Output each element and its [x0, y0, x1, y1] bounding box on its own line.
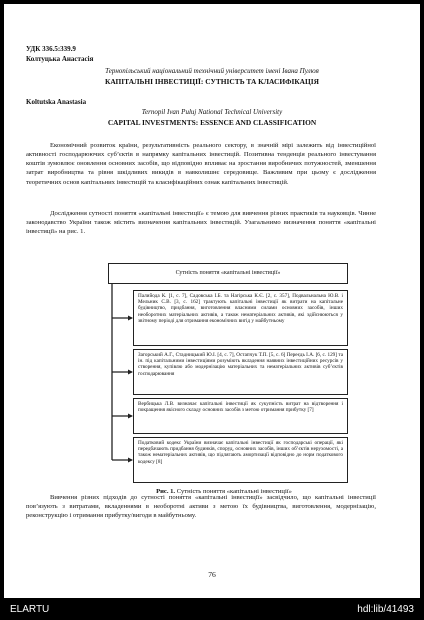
affiliation-ua: Тернопільський національний технічний університет імені Івана Пулюя — [105, 67, 319, 75]
paragraph-1: Економічний розвиток країни, результативність реального сектору, в значній мірі залежить від інвестиційної активності господарюючих суб’єктів в напрямку капітальних інвестицій. Позитивна тенденція реального інвестування коштів зумовлює оновлення основних засобів, що відповідно впливає на зростання виробничих потужностей, зменшення затрат виробництва та рівня шкідливих викидів в навколишнє середовище. Важливим при цьому є дослідження теоретичних основ капітальних інвестицій та класифікаційних ознак капітальних інвестицій. — [26, 142, 376, 186]
paragraph-3: Вивчення різних підходів до сутності поняття «капітальні інвестиції» засвідчило, що капітальні інвестиції пов’язують з витратами, вкладеннями в необоротні активи з метою їх будівництва, виготовлення, модернізацію, реконструкцію і отримання прибутку/вигоди в майбутньому. — [26, 494, 376, 520]
definition-box-2: Загорський А.Г., Стадницький Ю.І. [4, с. 7], Остапчук Т.П. [5, с. 6] Переєдь І.А. [6, с. 129] та ін. під капітальними інвестиціями розуміють вкладення наявних інвестиційних ресурсів у створення, купівлю або модернізацію матеріальних та нематеріальних активів суб’єктів господарювання — [133, 349, 348, 395]
figure-header-box — [108, 263, 348, 284]
affiliation-en: Ternopil Ivan Puluj National Technical University — [141, 108, 283, 116]
footer-handle-label: hdl:lib/41493 — [357, 604, 414, 615]
author-en: Koltutska Anastasia — [26, 98, 87, 106]
udk-code: УДК 336.5:339.9 — [26, 45, 76, 53]
author-ua: Колтуцька Анастасія — [26, 55, 94, 63]
definition-box-3: Вербицька Л.В. визначає капітальні інвестиції як сукупність витрат на відтворення і покращення якісного складу основних засобів з метою отримання прибутку [7] — [133, 398, 348, 434]
caption-label: Рис. 1. — [156, 488, 176, 495]
page-number: 76 — [208, 570, 216, 579]
figure-1 — [100, 263, 348, 495]
figure-header-text: Сутність поняття «капітальні інвестиції» — [175, 270, 281, 277]
document-page — [4, 4, 420, 598]
footer-repository-label: ELARTU — [10, 604, 50, 615]
title-ua: КАПІТАЛЬНІ ІНВЕСТИЦІЇ: СУТНІСТЬ ТА КЛАСИФІКАЦІЯ — [105, 77, 319, 86]
paragraph-2: Дослідження сутності поняття «капітальні інвестиції» є темою для вивчення різних практиків та науковців. Чинне законодавство України також містить визначення капітальних інвестицій. Узагальнимо визначення поняття «капітальні інвестиції» на рис. 1. — [26, 210, 376, 236]
definition-box-4: Податковий кодекс України визначає капітальні інвестиції як господарські операції, які передбачають придбання будинків, споруд, основних засобів, інших об’єктів нерухомості, а також нематеріальних активів, що підлягають амортизації відповідно до норм податкового кодексу [8] — [133, 437, 348, 483]
title-en: CAPITAL INVESTMENTS: ESSENCE AND CLASSIFICATION — [107, 118, 317, 127]
caption-text: Сутність поняття «капітальні інвестиції» — [176, 488, 292, 495]
definition-box-1: Палийода К. [1, с. 7], Садовська І.Б. та Нагірська К.Є. [2, с. 357], Подвальнальна Ю.В. і Мельник С.В. [3, с. 162] трактують капітальні інвестиції як витрати на капітальне будівництво, придбання, виготовлення власними силами основних засобів, інших необоротних матеріальних активів, а також нематеріальних активів, які здійснюються у звітному періоді для отримання економічних вигід у майбутньому — [133, 290, 348, 346]
page-content — [4, 4, 420, 598]
